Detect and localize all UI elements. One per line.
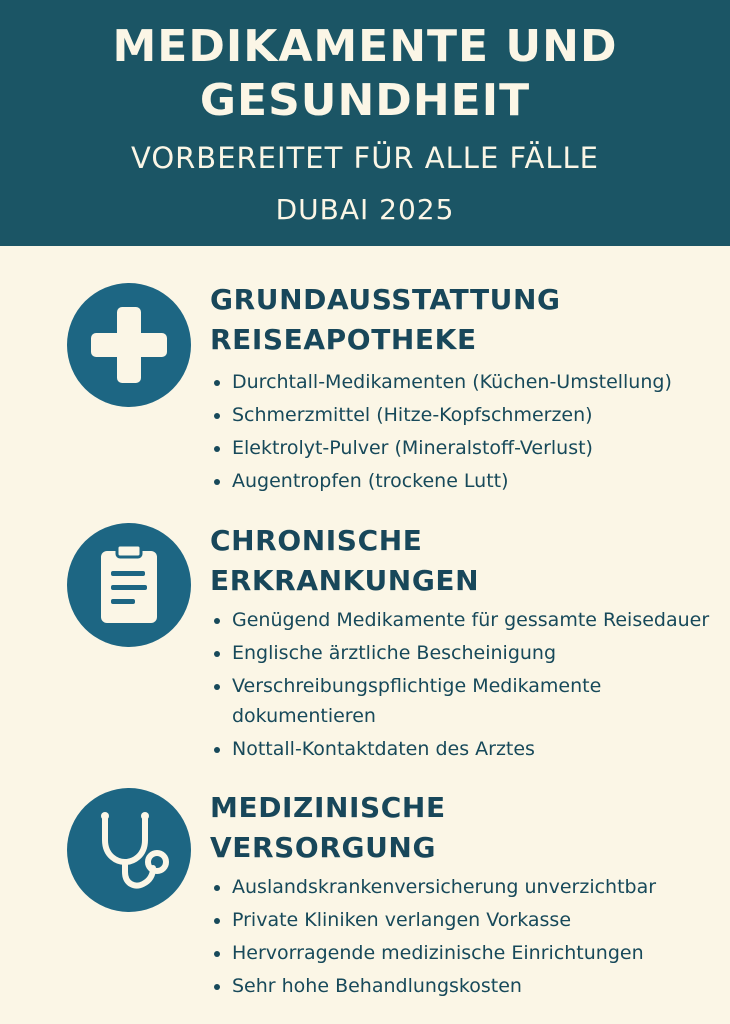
stethoscope-icon xyxy=(67,788,191,912)
section-title-line-1: CHRONISCHE xyxy=(210,524,423,557)
list-item: Nottall-Kontaktdaten des Arztes xyxy=(214,734,714,764)
title-line-2: GESUNDHEIT xyxy=(199,75,531,126)
section-title xyxy=(210,280,710,360)
section-item-list xyxy=(214,367,714,499)
section-title-line-2: VERSORGUNG xyxy=(210,831,437,864)
section-title-line-1: GRUNDAUSSTATTUNG xyxy=(210,283,561,316)
list-item: Genügend Medikamente für gessamte Reisedauer xyxy=(214,605,714,635)
list-item: Englische ärztliche Bescheinigung xyxy=(214,638,714,668)
list-item: Verschreibungspflichtige Medikamente dokumentieren xyxy=(214,671,714,731)
medical-cross-icon xyxy=(67,283,191,407)
section-title-line-1: MEDIZINISCHE xyxy=(210,791,446,824)
page-title xyxy=(0,20,730,128)
clipboard-icon xyxy=(67,523,191,647)
list-item: Hervorragende medizinische Einrichtungen xyxy=(214,938,714,968)
header-banner xyxy=(0,0,730,246)
title-line-1: MEDIKAMENTE UND xyxy=(112,21,618,72)
page-subtitle: VORBEREITET FÜR ALLE FÄLLE xyxy=(131,141,599,175)
list-item: Schmerzmittel (Hitze-Kopfschmerzen) xyxy=(214,400,714,430)
list-item: Sehr hohe Behandlungskosten xyxy=(214,971,714,1001)
location-year: DUBAI 2025 xyxy=(275,193,455,226)
list-item: Auslandskrankenversicherung unverzichtbar xyxy=(214,872,714,902)
section-title-line-2: ERKRANKUNGEN xyxy=(210,564,480,597)
section-item-list xyxy=(214,605,714,767)
section-item-list xyxy=(214,872,714,1004)
section-title-line-2: REISEAPOTHEKE xyxy=(210,323,477,356)
section-title xyxy=(210,788,710,868)
list-item: Durchtall-Medikamenten (Küchen-Umstellung) xyxy=(214,367,714,397)
section-title xyxy=(210,521,710,601)
list-item: Elektrolyt-Pulver (Mineralstoff-Verlust) xyxy=(214,433,714,463)
list-item: Augentropfen (trockene Lutt) xyxy=(214,466,714,496)
list-item: Private Kliniken verlangen Vorkasse xyxy=(214,905,714,935)
